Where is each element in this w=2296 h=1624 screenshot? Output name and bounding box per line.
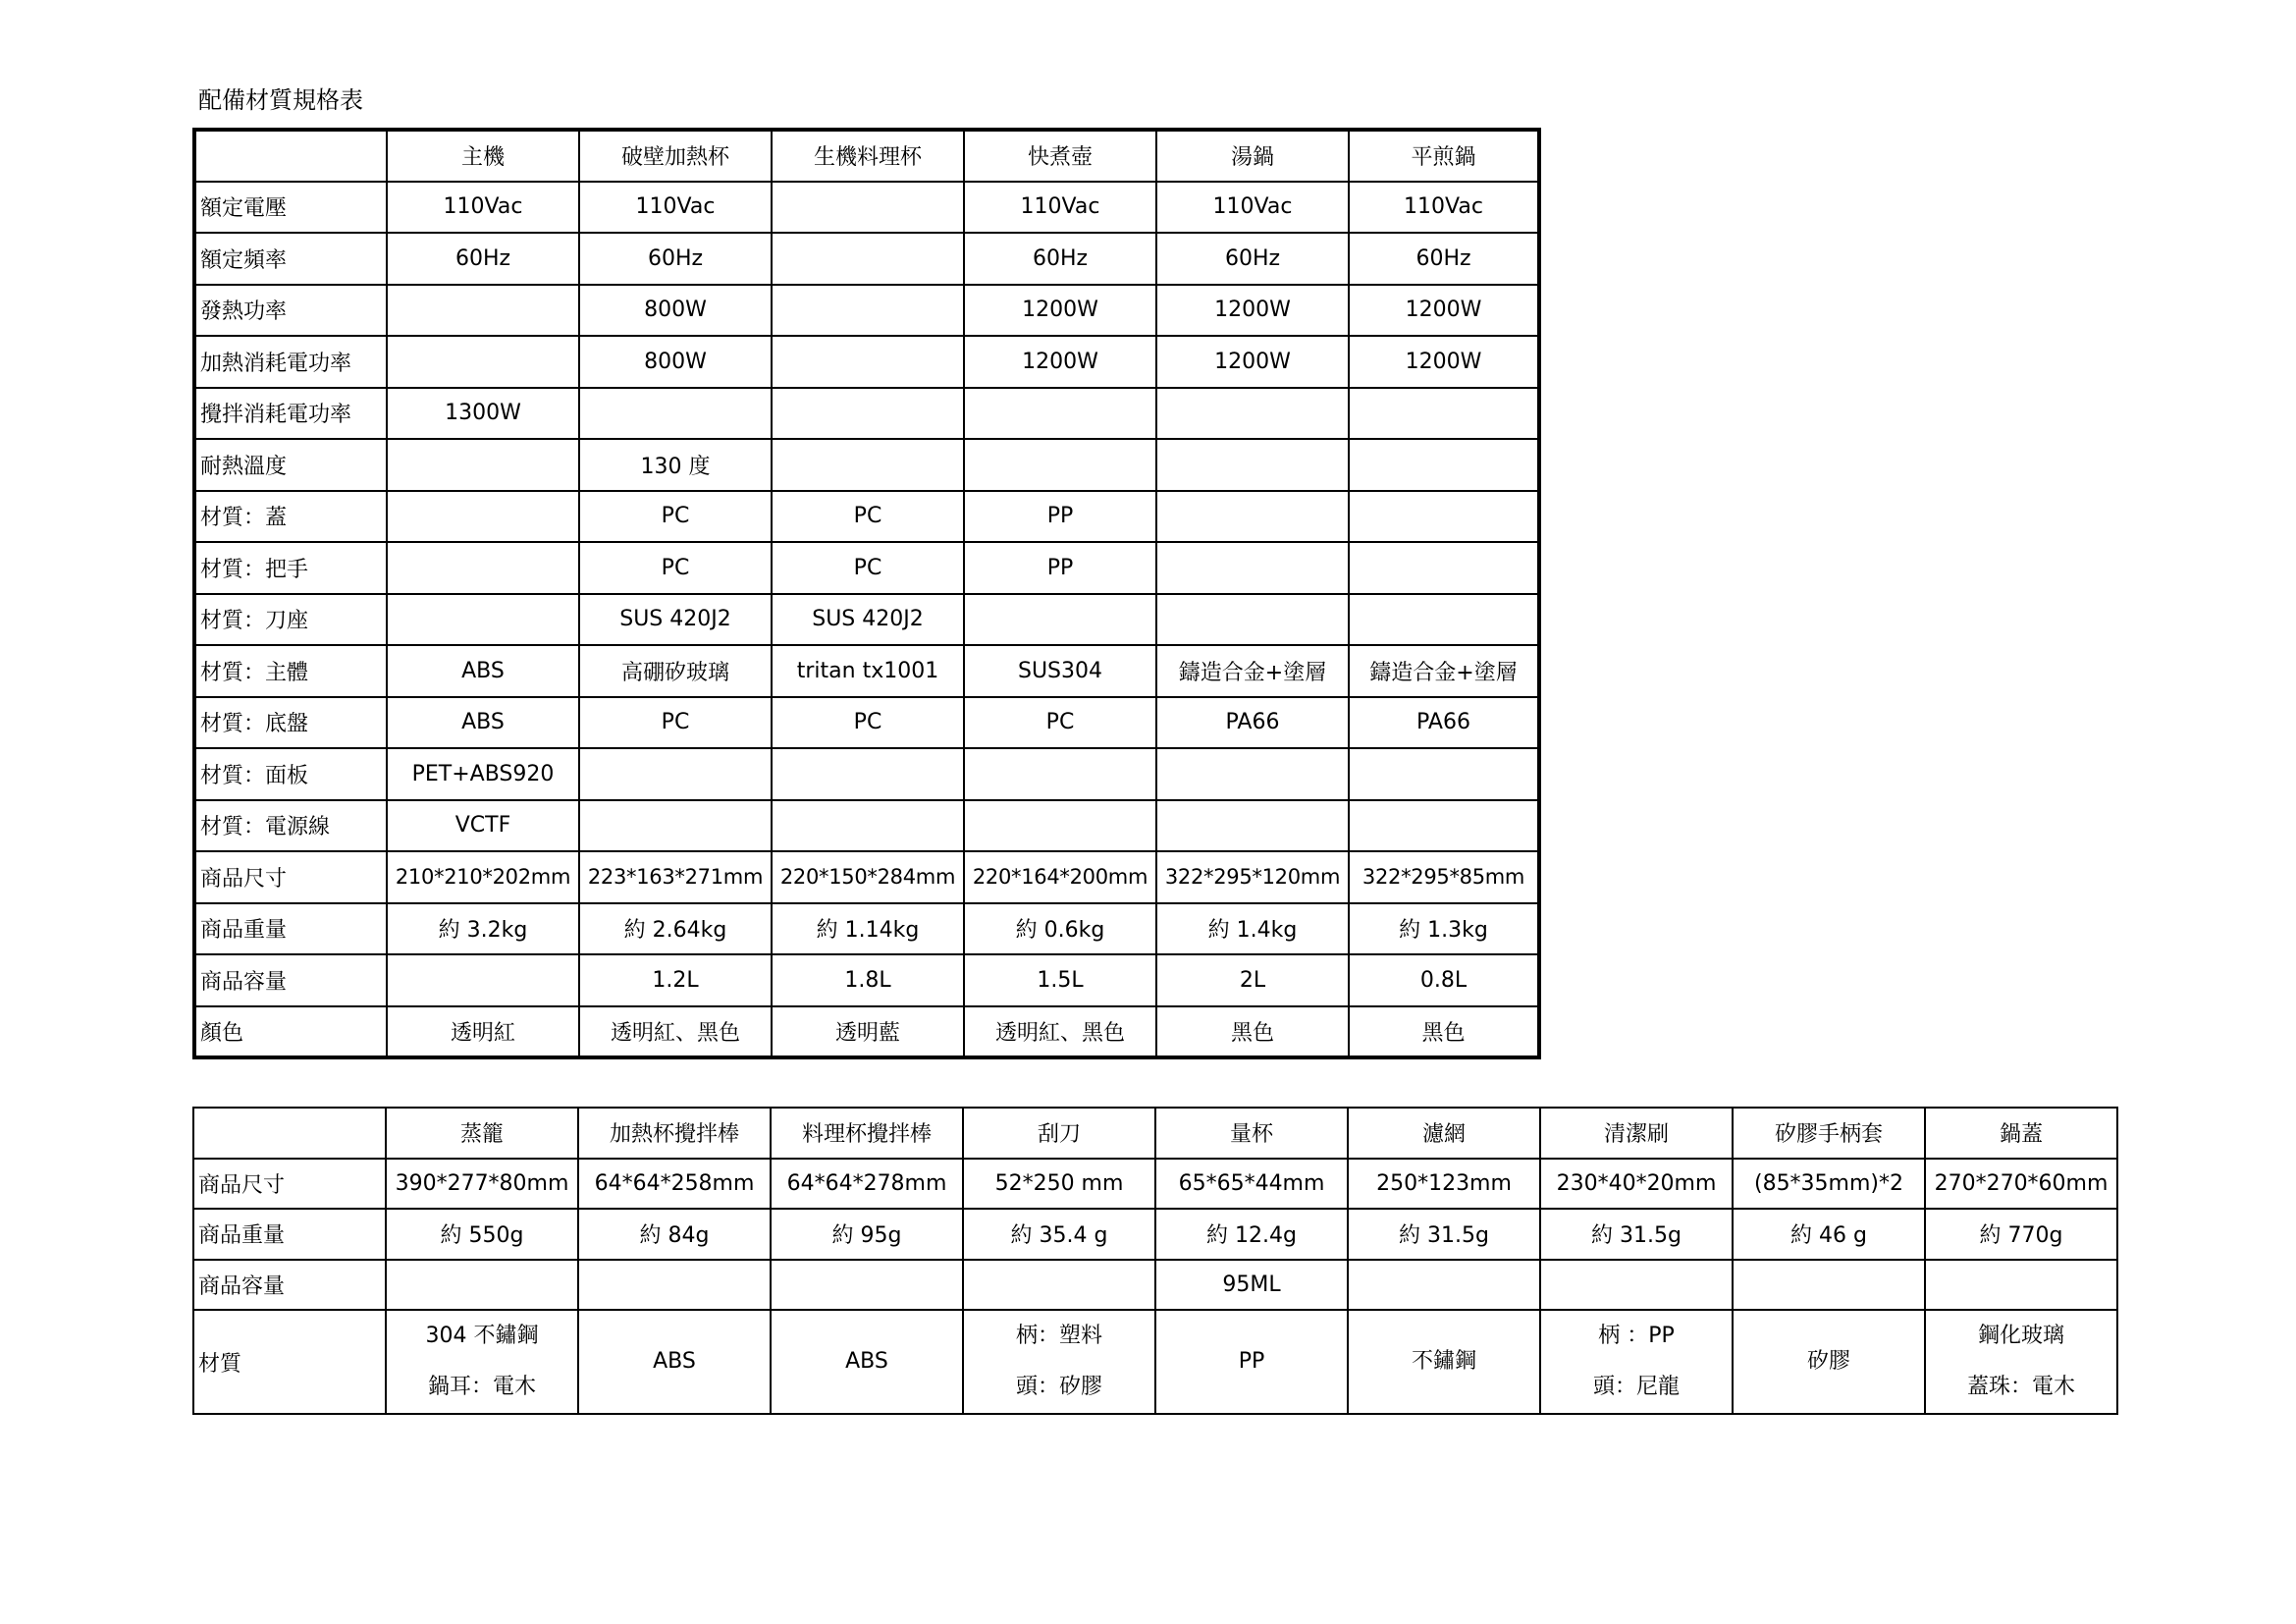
table-cell	[387, 491, 579, 543]
table-row	[194, 954, 1539, 1006]
table-cell	[1925, 1260, 2117, 1311]
material-cell	[1348, 1310, 1540, 1414]
material-line: 柄：塑料	[1015, 1324, 1102, 1348]
table-cell	[579, 748, 772, 800]
table-cell: 220*150*284mm	[772, 851, 964, 903]
table-cell	[387, 285, 579, 337]
material-line: ABS	[653, 1349, 696, 1374]
table-cell: ABS	[387, 645, 579, 697]
table-cell	[771, 1260, 963, 1311]
column-header: 快煮壺	[964, 130, 1156, 182]
table-cell: 60Hz	[964, 233, 1156, 285]
table-cell	[1733, 1260, 1925, 1311]
table-cell	[964, 748, 1156, 800]
material-cell	[386, 1310, 578, 1414]
table-cell: 透明紅	[387, 1006, 579, 1058]
table-cell: 130 度	[579, 439, 772, 491]
table-cell	[1540, 1260, 1733, 1311]
table-cell: 黑色	[1349, 1006, 1539, 1058]
table-cell: 黑色	[1156, 1006, 1349, 1058]
table-header-row	[193, 1108, 2117, 1159]
table-cell: PC	[772, 491, 964, 543]
table-cell: 322*295*85mm	[1349, 851, 1539, 903]
table-cell	[1348, 1260, 1540, 1311]
material-line: PP	[1238, 1349, 1265, 1374]
table-cell	[772, 388, 964, 440]
row-label: 加熱消耗電功率	[194, 336, 387, 388]
table-cell: 1.2L	[579, 954, 772, 1006]
table-cell: 95ML	[1155, 1260, 1348, 1311]
table-cell: 64*64*278mm	[771, 1159, 963, 1210]
table-cell: 1200W	[964, 336, 1156, 388]
material-cell	[578, 1310, 771, 1414]
table-cell: 1200W	[1156, 285, 1349, 337]
row-label: 額定電壓	[194, 182, 387, 234]
material-line: 蓋珠：電木	[1966, 1375, 2075, 1399]
table-cell	[772, 233, 964, 285]
table-cell: PC	[964, 697, 1156, 749]
table-cell: 60Hz	[387, 233, 579, 285]
table-cell: 1300W	[387, 388, 579, 440]
column-header: 濾網	[1348, 1108, 1540, 1159]
table-header-row	[194, 130, 1539, 182]
table-cell: 約 35.4 g	[963, 1209, 1155, 1260]
table-cell: 約 1.3kg	[1349, 903, 1539, 955]
table-row	[194, 233, 1539, 285]
table-cell	[1156, 800, 1349, 852]
table-cell: 230*40*20mm	[1540, 1159, 1733, 1210]
table-cell: 約 84g	[578, 1209, 771, 1260]
material-line: 頭：矽膠	[1015, 1375, 1102, 1399]
table-cell	[1349, 800, 1539, 852]
table-cell: 60Hz	[1156, 233, 1349, 285]
column-header: 主機	[387, 130, 579, 182]
table-cell: VCTF	[387, 800, 579, 852]
table-cell: 鑄造合金+塗層	[1156, 645, 1349, 697]
row-label: 商品重量	[193, 1209, 386, 1260]
table-cell: 約 31.5g	[1540, 1209, 1733, 1260]
table-row	[194, 491, 1539, 543]
column-header: 加熱杯攪拌棒	[578, 1108, 771, 1159]
table-cell: 210*210*202mm	[387, 851, 579, 903]
row-label: 商品重量	[194, 903, 387, 955]
column-header: 料理杯攪拌棒	[771, 1108, 963, 1159]
table-cell: PET+ABS920	[387, 748, 579, 800]
column-header: 蒸籠	[386, 1108, 578, 1159]
table-cell: PA66	[1156, 697, 1349, 749]
table-cell: 270*270*60mm	[1925, 1159, 2117, 1210]
row-label: 材質：主體	[194, 645, 387, 697]
material-cell	[963, 1310, 1155, 1414]
table-row	[194, 697, 1539, 749]
table-cell: 約 550g	[386, 1209, 578, 1260]
corner-cell	[193, 1108, 386, 1159]
table-cell: 1.5L	[964, 954, 1156, 1006]
table-cell: PC	[772, 697, 964, 749]
row-label: 材質：蓋	[194, 491, 387, 543]
table-cell	[387, 336, 579, 388]
row-label: 材質	[193, 1310, 386, 1414]
column-header: 湯鍋	[1156, 130, 1349, 182]
table-cell	[772, 800, 964, 852]
table-cell: SUS304	[964, 645, 1156, 697]
table-cell: 390*277*80mm	[386, 1159, 578, 1210]
table-cell	[1156, 439, 1349, 491]
table-row	[194, 1006, 1539, 1058]
table-cell: 110Vac	[1349, 182, 1539, 234]
table-cell: ABS	[387, 697, 579, 749]
table-cell	[772, 336, 964, 388]
table-cell: 約 770g	[1925, 1209, 2117, 1260]
table-cell: 約 0.6kg	[964, 903, 1156, 955]
table-cell	[579, 388, 772, 440]
table-cell	[964, 439, 1156, 491]
table-cell	[1156, 594, 1349, 646]
table-cell: SUS 420J2	[772, 594, 964, 646]
table-cell	[772, 439, 964, 491]
table-cell: 約 2.64kg	[579, 903, 772, 955]
table-cell: 800W	[579, 336, 772, 388]
material-line: ABS	[845, 1349, 888, 1374]
table-cell	[1156, 388, 1349, 440]
table-cell: 65*65*44mm	[1155, 1159, 1348, 1210]
row-label: 顏色	[194, 1006, 387, 1058]
table-cell: PC	[579, 542, 772, 594]
table-row	[193, 1209, 2117, 1260]
material-cell	[771, 1310, 963, 1414]
table-cell: PP	[964, 491, 1156, 543]
table-cell: PA66	[1349, 697, 1539, 749]
table-cell	[1349, 594, 1539, 646]
document-title: 配備材質規格表	[198, 86, 363, 114]
table-cell: 約 3.2kg	[387, 903, 579, 955]
table-cell: 60Hz	[579, 233, 772, 285]
table-cell: 110Vac	[1156, 182, 1349, 234]
table-row	[194, 594, 1539, 646]
table-cell	[1349, 542, 1539, 594]
table-cell: 220*164*200mm	[964, 851, 1156, 903]
row-label: 商品尺寸	[193, 1159, 386, 1210]
table-cell	[772, 748, 964, 800]
row-label: 額定頻率	[194, 233, 387, 285]
table-row	[194, 851, 1539, 903]
material-cell	[1733, 1310, 1925, 1414]
table-cell: 64*64*258mm	[578, 1159, 771, 1210]
table-row	[194, 388, 1539, 440]
table-cell	[387, 954, 579, 1006]
row-label: 商品尺寸	[194, 851, 387, 903]
corner-cell	[194, 130, 387, 182]
table-cell	[387, 439, 579, 491]
table-cell: PC	[579, 491, 772, 543]
material-line: 矽膠	[1806, 1349, 1850, 1374]
row-label: 發熱功率	[194, 285, 387, 337]
table-row	[194, 336, 1539, 388]
table-cell	[964, 800, 1156, 852]
table-cell: 約 1.4kg	[1156, 903, 1349, 955]
row-label: 商品容量	[193, 1260, 386, 1311]
table-cell	[772, 182, 964, 234]
table-cell: 約 12.4g	[1155, 1209, 1348, 1260]
column-header: 量杯	[1155, 1108, 1348, 1159]
table-row	[193, 1260, 2117, 1311]
table-cell	[964, 594, 1156, 646]
appliance-spec-table	[192, 128, 1541, 1059]
table-cell	[964, 388, 1156, 440]
table-cell: 透明紅、黑色	[964, 1006, 1156, 1058]
table-row	[194, 645, 1539, 697]
column-header: 鍋蓋	[1925, 1108, 2117, 1159]
table-row	[194, 439, 1539, 491]
column-header: 矽膠手柄套	[1733, 1108, 1925, 1159]
row-label: 商品容量	[194, 954, 387, 1006]
row-label: 攪拌消耗電功率	[194, 388, 387, 440]
table-cell: 110Vac	[579, 182, 772, 234]
table-row	[193, 1159, 2117, 1210]
row-label: 材質：把手	[194, 542, 387, 594]
table-cell	[578, 1260, 771, 1311]
table-cell: 250*123mm	[1348, 1159, 1540, 1210]
material-cell	[1925, 1310, 2117, 1414]
table-cell: 1200W	[964, 285, 1156, 337]
material-line: 柄 ：PP	[1598, 1324, 1675, 1348]
material-line: 304 不鏽鋼	[425, 1324, 539, 1348]
material-cell	[1155, 1310, 1348, 1414]
row-label: 材質：面板	[194, 748, 387, 800]
table-cell: 223*163*271mm	[579, 851, 772, 903]
table-cell: 約 46 g	[1733, 1209, 1925, 1260]
table-cell: PC	[579, 697, 772, 749]
table-cell	[387, 594, 579, 646]
table-row	[194, 903, 1539, 955]
material-line: 頭：尼龍	[1592, 1375, 1680, 1399]
table-cell	[579, 800, 772, 852]
table-row	[194, 800, 1539, 852]
material-line: 不鏽鋼	[1411, 1349, 1476, 1374]
table-cell: 0.8L	[1349, 954, 1539, 1006]
table-row	[194, 542, 1539, 594]
table-cell	[1156, 491, 1349, 543]
table-cell: 800W	[579, 285, 772, 337]
row-label: 材質：刀座	[194, 594, 387, 646]
column-header: 平煎鍋	[1349, 130, 1539, 182]
table-cell: SUS 420J2	[579, 594, 772, 646]
table-cell: PC	[772, 542, 964, 594]
table-cell: 透明紅、黑色	[579, 1006, 772, 1058]
row-label: 耐熱溫度	[194, 439, 387, 491]
table-row	[194, 285, 1539, 337]
table-cell: 322*295*120mm	[1156, 851, 1349, 903]
table-cell: 110Vac	[387, 182, 579, 234]
column-header: 生機料理杯	[772, 130, 964, 182]
table-cell: 1200W	[1349, 336, 1539, 388]
row-label: 材質：底盤	[194, 697, 387, 749]
column-header: 清潔刷	[1540, 1108, 1733, 1159]
table-cell: 1.8L	[772, 954, 964, 1006]
column-header: 破壁加熱杯	[579, 130, 772, 182]
table-cell	[1156, 748, 1349, 800]
table-cell: 透明藍	[772, 1006, 964, 1058]
table-cell: PP	[964, 542, 1156, 594]
table-cell	[1349, 748, 1539, 800]
table-cell: 高硼矽玻璃	[579, 645, 772, 697]
row-label: 材質：電源線	[194, 800, 387, 852]
table-cell: (85*35mm)*2	[1733, 1159, 1925, 1210]
table-cell: 2L	[1156, 954, 1349, 1006]
table-cell: 1200W	[1156, 336, 1349, 388]
column-header: 刮刀	[963, 1108, 1155, 1159]
accessory-spec-table	[192, 1107, 2118, 1415]
material-row	[193, 1310, 2117, 1414]
table-cell	[386, 1260, 578, 1311]
table-cell: tritan tx1001	[772, 645, 964, 697]
material-cell	[1540, 1310, 1733, 1414]
table-cell	[1349, 491, 1539, 543]
table-row	[194, 748, 1539, 800]
table-cell: 110Vac	[964, 182, 1156, 234]
material-line: 鋼化玻璃	[1977, 1324, 2064, 1348]
table-cell	[1349, 388, 1539, 440]
table-cell: 約 31.5g	[1348, 1209, 1540, 1260]
table-cell	[963, 1260, 1155, 1311]
table-cell: 60Hz	[1349, 233, 1539, 285]
table-cell	[772, 285, 964, 337]
table-cell	[1349, 439, 1539, 491]
material-line: 鍋耳：電木	[427, 1375, 536, 1399]
table-cell: 約 95g	[771, 1209, 963, 1260]
table-row	[194, 182, 1539, 234]
table-cell: 1200W	[1349, 285, 1539, 337]
table-cell: 52*250 mm	[963, 1159, 1155, 1210]
table-cell: 約 1.14kg	[772, 903, 964, 955]
table-cell: 鑄造合金+塗層	[1349, 645, 1539, 697]
table-cell	[387, 542, 579, 594]
table-cell	[1156, 542, 1349, 594]
